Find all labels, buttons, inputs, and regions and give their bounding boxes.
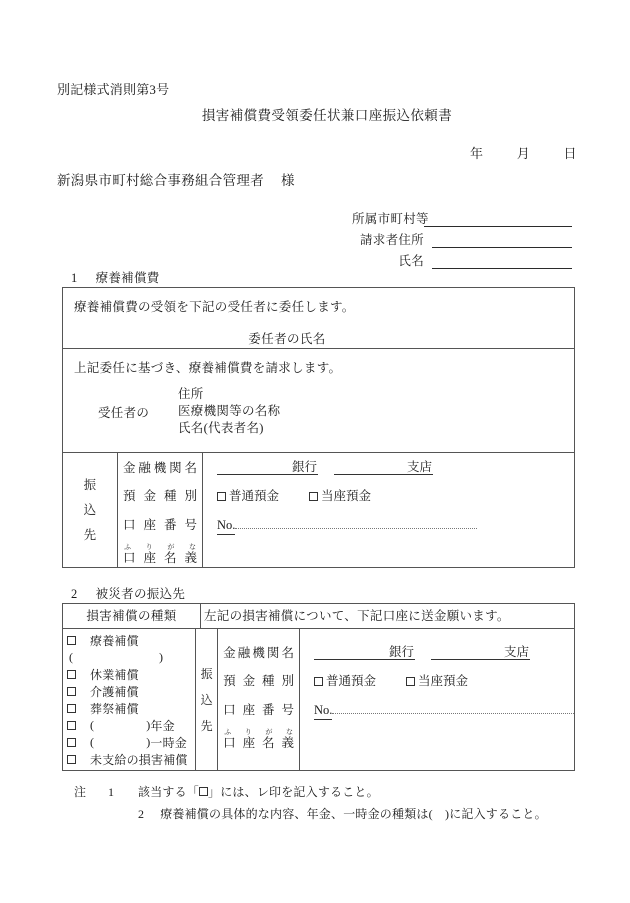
- addressee-name: 新潟県市町村総合事務組合管理者: [57, 173, 264, 188]
- requester-name-label: 氏名: [398, 254, 424, 268]
- note-2-number: 2: [138, 807, 145, 821]
- section2-transfer-label: [196, 629, 218, 771]
- note-1-text-after: 」には、レ印を記入すること。: [208, 785, 379, 799]
- transfer2-char-1: 振: [200, 667, 213, 681]
- note-checkbox-icon: [199, 787, 208, 796]
- date-month-label: 月: [516, 146, 531, 161]
- bank-account-name-label: [118, 539, 202, 569]
- paren-open: (: [69, 650, 73, 664]
- assignee-field-list: [178, 386, 280, 437]
- section2-number: 2: [71, 587, 78, 601]
- account-name-ruby: [123, 543, 197, 551]
- requester-address-input[interactable]: [432, 234, 572, 248]
- account2-name-main: 口 座 名 義: [223, 735, 294, 750]
- type-checkbox-funeral[interactable]: [67, 704, 76, 713]
- delegation-row: [63, 288, 574, 349]
- ordinary-deposit-label: 普通預金: [229, 489, 280, 503]
- ruby-ri: り: [145, 542, 153, 551]
- type-label-funeral: 葬祭補償: [90, 702, 139, 716]
- account2-name-value-row[interactable]: [300, 724, 574, 754]
- current2-deposit-checkbox[interactable]: [406, 677, 415, 686]
- ordinary2-deposit-label: 普通預金: [326, 674, 377, 688]
- bank2-suffix: 銀行: [389, 644, 415, 659]
- list-item[interactable]: [67, 734, 195, 751]
- account-no-input[interactable]: [235, 517, 477, 529]
- ruby-na: な: [188, 542, 196, 551]
- requester-name-row: [352, 248, 572, 269]
- section2-body-row: [63, 629, 574, 771]
- section1-transfer-label: [63, 453, 118, 567]
- ruby2-ri: り: [244, 727, 252, 736]
- list-item[interactable]: [67, 751, 195, 768]
- requester-fields: [352, 206, 572, 269]
- bank-account-no-label: 口 座 番 号: [123, 518, 197, 532]
- bank-suffix: 銀行: [292, 459, 318, 474]
- bank2-institution-label: 金 融 機 関 名: [223, 646, 294, 660]
- transfer-char-3: 先: [83, 527, 97, 542]
- deposit2-type-value-row: [300, 666, 574, 694]
- assignee-field-institution: 医療機関等の名称: [178, 404, 281, 418]
- delegation-text: 療養補償費の受領を下記の受任者に委任します。: [74, 300, 355, 314]
- note-2-text: 療養補償の具体的な内容、年金、一時金の種類は( )に記入すること。: [160, 807, 547, 821]
- ruby2-fu: ふ: [224, 727, 232, 736]
- note-1-text: [138, 781, 379, 803]
- branch2-name-input[interactable]: [431, 645, 503, 660]
- date-year-label: 年: [470, 146, 484, 161]
- section1-bank-labels: [118, 453, 203, 567]
- section2-bank-values: [300, 629, 574, 771]
- section1-transfer-row: [63, 453, 574, 567]
- section2-heading: [71, 584, 185, 602]
- type-checkbox-nursing[interactable]: [67, 687, 76, 696]
- section1-heading: [71, 268, 160, 286]
- section1-bank-values: [203, 453, 574, 567]
- branch-suffix: 支店: [407, 459, 433, 474]
- note-item-2: [74, 803, 547, 825]
- requester-name-input[interactable]: [432, 255, 572, 269]
- notes-block: [74, 781, 547, 825]
- current2-deposit-option[interactable]: [406, 671, 468, 689]
- ordinary2-deposit-option[interactable]: [314, 671, 376, 689]
- branch-name-input[interactable]: [334, 460, 406, 475]
- type-label-medical: 療養補償: [90, 634, 139, 648]
- document-title: 損害補償費受領委任状兼口座振込依頼書: [201, 108, 453, 123]
- section1-number: 1: [71, 271, 78, 285]
- addressee-line: [57, 169, 295, 189]
- requester-municipality-label: 所属市町村等: [352, 212, 429, 226]
- bank2-institution-value-row: [300, 638, 574, 666]
- addressee-honorific: 様: [281, 173, 295, 188]
- ordinary2-deposit-checkbox[interactable]: [314, 677, 323, 686]
- claim-row: [63, 349, 574, 453]
- ordinary-deposit-checkbox[interactable]: [217, 492, 226, 501]
- section2-instruction: 左記の損害補償について、下記口座に送金願います。: [204, 609, 510, 623]
- transfer2-char-2: 込: [200, 693, 213, 707]
- ruby2-na: な: [285, 727, 293, 736]
- list-item[interactable]: [67, 700, 195, 717]
- type-detail-paren[interactable]: [67, 649, 195, 666]
- assignee-block: [74, 376, 574, 437]
- section2-table: [62, 603, 575, 771]
- account2-no-field[interactable]: [314, 702, 574, 720]
- bank2-account-no-label: 口 座 番 号: [223, 703, 294, 717]
- type-checkbox-pension[interactable]: [67, 721, 76, 730]
- bank2-account-name-label: [218, 724, 299, 754]
- note-item-1: [74, 781, 547, 803]
- type-lumpsum-paren[interactable]: ( ): [90, 735, 151, 749]
- type-checkbox-unpaid[interactable]: [67, 755, 76, 764]
- type-checkbox-absence[interactable]: [67, 670, 76, 679]
- current2-deposit-label: 当座預金: [418, 674, 469, 688]
- assignee-label: 受任者の: [98, 406, 150, 420]
- assignee-field-address: 住所: [178, 387, 204, 401]
- account-name-value-row[interactable]: [203, 539, 574, 569]
- bank-institution-value-row: [203, 453, 574, 481]
- account2-no-prefix: No.: [314, 703, 332, 720]
- note-1-text-before: 該当する「: [138, 785, 200, 799]
- bank2-deposit-type-label: 預 金 種 別: [223, 674, 294, 688]
- bank-name-input[interactable]: [217, 460, 291, 475]
- notes-head: 注: [74, 785, 87, 799]
- paren-close: ): [159, 650, 163, 664]
- requester-address-row: [352, 227, 572, 248]
- branch2-suffix: 支店: [504, 644, 530, 659]
- type-label-unpaid: 未支給の損害補償: [90, 753, 188, 767]
- account-no-prefix: No.: [217, 518, 235, 535]
- list-item[interactable]: [67, 683, 195, 700]
- date-day-label: 日: [563, 146, 577, 161]
- section1-label: 療養補償費: [95, 271, 160, 285]
- account-no-value-row: [203, 509, 574, 539]
- requester-address-label: 請求者住所: [359, 233, 424, 247]
- bank-institution-label: 金 融 機 関 名: [123, 461, 197, 475]
- claim-text: 上記委任に基づき、療養補償費を請求します。: [74, 361, 342, 375]
- section2-header-row: [63, 604, 574, 629]
- requester-municipality-input[interactable]: [424, 213, 572, 227]
- note-1-number: 1: [108, 785, 115, 799]
- account2-no-value-row: [300, 694, 574, 724]
- type-label-nursing: 介護補償: [90, 685, 139, 699]
- note-2-indent: [74, 803, 138, 825]
- account2-name-ruby: [223, 728, 294, 736]
- ruby-fu: ふ: [124, 542, 131, 551]
- form-number: 別記様式消則第3号: [57, 82, 170, 97]
- account-name-main: 口 座 名 義: [123, 550, 197, 565]
- damage-types-header: 損害補償の種類: [63, 604, 201, 628]
- transfer-char-2: 込: [83, 502, 97, 517]
- delegator-name-label: 委任者の氏名: [248, 332, 326, 346]
- current-deposit-checkbox[interactable]: [309, 492, 318, 501]
- assignee-field-name: 氏名(代表者名): [178, 421, 264, 435]
- type-checkbox-lumpsum[interactable]: [67, 738, 76, 747]
- list-item[interactable]: [67, 666, 195, 683]
- list-item[interactable]: [67, 632, 195, 649]
- requester-municipality-row: [352, 206, 572, 227]
- section2-label: 被災者の振込先: [95, 587, 186, 601]
- type-label-lumpsum: 一時金: [150, 736, 188, 750]
- transfer-char-1: 振: [83, 477, 97, 492]
- section1-table: [62, 287, 575, 568]
- current-deposit-label: 当座預金: [321, 489, 372, 503]
- list-item[interactable]: [67, 717, 195, 734]
- date-line: [470, 143, 577, 162]
- delegation-cell: [63, 288, 574, 348]
- ruby2-ga: が: [265, 727, 273, 736]
- account2-no-input[interactable]: [332, 702, 574, 714]
- bank-deposit-type-label: 預 金 種 別: [123, 489, 197, 503]
- account-no-field[interactable]: [217, 517, 477, 535]
- section2-bank-labels: [218, 629, 300, 771]
- current-deposit-option[interactable]: [309, 486, 371, 504]
- damage-types-list: [63, 629, 196, 771]
- type-pension-paren[interactable]: ( ): [90, 718, 151, 732]
- bank2-name-input[interactable]: [314, 645, 388, 660]
- deposit-type-value-row: [203, 481, 574, 509]
- ordinary-deposit-option[interactable]: [217, 486, 279, 504]
- type-checkbox-medical[interactable]: [67, 636, 76, 645]
- ruby-ga: が: [167, 542, 175, 551]
- claim-cell: [63, 349, 574, 452]
- transfer2-char-3: 先: [200, 719, 213, 733]
- type-label-pension: 年金: [150, 719, 175, 733]
- type-label-absence: 休業補償: [90, 668, 139, 682]
